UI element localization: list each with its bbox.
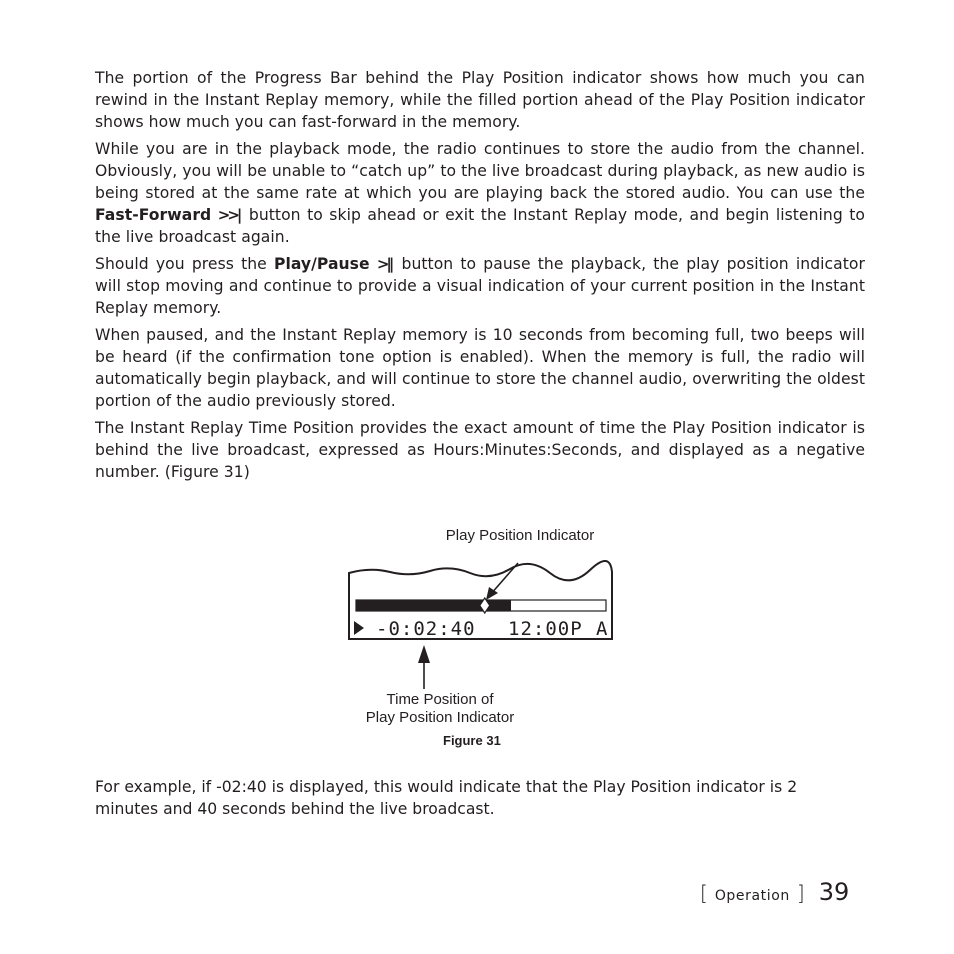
time-position-label-line1: Time Position of [386,691,494,708]
paragraph-play-pause [95,253,865,319]
time-position-label [340,691,540,727]
footer-bracket-close: ] [796,881,805,905]
paragraph-play-pause-text-2: button to pause the playback, the play position indicator will stop moving and continue to provide a visual indication of your current position in the Instant Replay memory. [95,255,865,317]
footer-bracket-open: [ [700,881,708,905]
time-position-label-line2: Play Position Indicator [365,709,515,726]
figure-31 [340,525,630,755]
arrow-head-time-position [418,645,430,663]
fast-forward-icon: >>| [217,206,240,224]
paragraph-playback-mode-text-1: While you are in the playback mode, the radio continues to store the audio from the channel. Obviously, you will be unable to “catch up” to the live broadcast during playback, as new audio is being stored at the same rate at which you are playing back the stored audio. You can use the [95,140,865,202]
fast-forward-button-label: Fast-Forward [95,206,212,224]
play-pause-icon: >|| [376,255,392,273]
play-pause-button-label: Play/Pause [273,255,370,273]
paragraph-time-position: The Instant Replay Time Position provides the exact amount of time the Play Position indicator is behind the live broadcast, expressed as Hours:Minutes:Seconds, and displayed as a negative number. (Figure 31) [95,419,865,481]
clock-readout: 12:00P [508,618,583,640]
paragraph-playback-mode [95,138,865,248]
page-footer [700,878,849,912]
time-position-readout: -0:02:40 [376,618,476,640]
example-text [95,776,865,820]
paragraph-example: For example, if -02:40 is displayed, this would indicate that the Play Position indicator is 2 minutes and 40 seconds behind the live broadcast. [95,778,798,818]
footer-section-name: Operation [714,888,790,904]
page-number: 39 [818,878,850,906]
paragraph-memory-full: When paused, and the Instant Replay memory is 10 seconds from becoming full, two beeps will be heard (if the confirmation tone option is enabled). When the memory is full, the radio will automatically begin playback, and will continue to store the channel audio, overwriting the oldest portion of the audio previously stored. [95,326,865,410]
body-text [95,67,865,488]
figure-caption: Figure 31 [443,733,501,748]
paragraph-play-pause-text-1: Should you press the [95,255,274,273]
paragraph-progress-bar: The portion of the Progress Bar behind the Play Position indicator shows how much you can rewind in the Instant Replay memory, while the filled portion ahead of the Play Position indicator shows how much you can fast-forward in the memory. [95,69,865,131]
mode-indicator: A [596,618,608,640]
play-position-indicator-label: Play Position Indicator [445,527,595,544]
paragraph-playback-mode-text-2: button to skip ahead or exit the Instant Replay mode, and begin listening to the live broadcast again. [95,206,865,246]
